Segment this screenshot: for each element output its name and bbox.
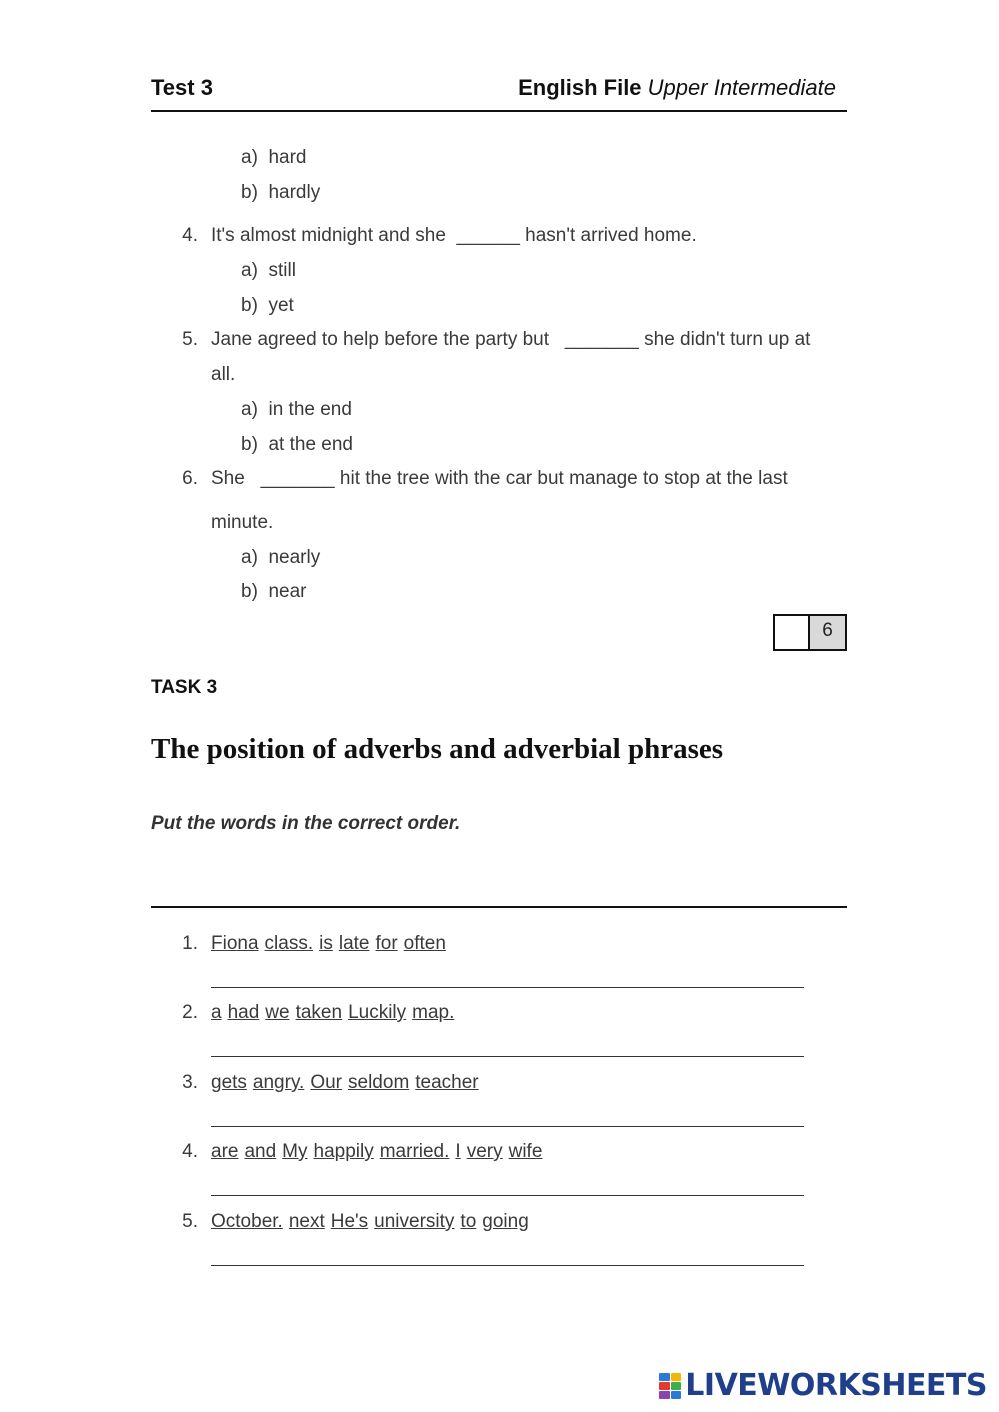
option-6b[interactable] xyxy=(241,581,307,603)
question-text: She xyxy=(211,468,245,489)
draggable-word[interactable]: teacher xyxy=(415,1072,479,1093)
question-number: 6. xyxy=(182,468,198,489)
question-number: 4. xyxy=(182,225,198,246)
draggable-word[interactable]: Our xyxy=(310,1072,343,1093)
draggable-word[interactable]: seldom xyxy=(348,1072,410,1093)
option-text: in the end xyxy=(268,399,352,420)
word-list-3 xyxy=(211,1072,485,1094)
draggable-word[interactable]: for xyxy=(375,933,398,954)
draggable-word[interactable]: Fiona xyxy=(211,933,259,954)
option-letter: b) xyxy=(241,182,258,203)
score-input[interactable] xyxy=(773,614,810,651)
answer-line-4[interactable] xyxy=(211,1195,804,1196)
question-6 xyxy=(211,468,788,490)
option-6a[interactable] xyxy=(241,547,320,569)
option-4b[interactable] xyxy=(241,295,294,317)
word-list-1 xyxy=(211,933,452,955)
option-letter: b) xyxy=(241,295,258,316)
score-box xyxy=(773,614,847,651)
question-text: Jane agreed to help before the party but xyxy=(211,329,550,350)
option-4a[interactable] xyxy=(241,260,296,282)
draggable-word[interactable]: He's xyxy=(330,1211,369,1232)
answer-blank[interactable]: _______ xyxy=(564,329,639,350)
draggable-word[interactable]: had xyxy=(227,1002,260,1023)
draggable-word[interactable]: and xyxy=(244,1141,277,1162)
item-number: 3. xyxy=(182,1072,198,1093)
task-label: TASK 3 xyxy=(151,677,218,698)
word-list-4 xyxy=(211,1141,548,1163)
answer-line-3[interactable] xyxy=(211,1126,804,1127)
option-letter: a) xyxy=(241,260,258,281)
question-text: hasn't arrived home. xyxy=(525,225,697,246)
draggable-word[interactable]: going xyxy=(482,1211,529,1232)
word-list-5 xyxy=(211,1211,535,1233)
score-total: 6 xyxy=(810,614,847,651)
draggable-word[interactable]: next xyxy=(288,1211,325,1232)
book-title xyxy=(518,75,836,101)
liveworksheets-wordmark: LIVEWORKSHEETS xyxy=(685,1368,987,1403)
option-text: near xyxy=(268,581,307,602)
answer-line-1[interactable] xyxy=(211,987,804,988)
test-number: Test 3 xyxy=(151,75,213,100)
answer-blank[interactable]: _______ xyxy=(260,468,335,489)
option-letter: a) xyxy=(241,147,258,168)
draggable-word[interactable]: My xyxy=(282,1141,308,1162)
option-5a[interactable] xyxy=(241,399,352,421)
option-text: nearly xyxy=(268,547,321,568)
option-5b[interactable] xyxy=(241,434,353,456)
draggable-word[interactable]: wife xyxy=(508,1141,543,1162)
option-3a[interactable] xyxy=(241,147,307,169)
draggable-word[interactable]: very xyxy=(466,1141,503,1162)
option-letter: a) xyxy=(241,547,258,568)
option-text: at the end xyxy=(268,434,353,455)
instruction: Put the words in the correct order. xyxy=(151,813,461,834)
header-rule xyxy=(151,110,847,112)
draggable-word[interactable]: is xyxy=(319,933,333,954)
question-5-continuation: all. xyxy=(211,364,236,385)
draggable-word[interactable]: map. xyxy=(412,1002,455,1023)
draggable-word[interactable]: Luckily xyxy=(348,1002,407,1023)
draggable-word[interactable]: happily xyxy=(313,1141,374,1162)
book-level: Upper Intermediate xyxy=(647,75,836,100)
answer-line-5[interactable] xyxy=(211,1265,804,1266)
section-title: The position of adverbs and adverbial phrases xyxy=(151,733,724,765)
answer-line-2[interactable] xyxy=(211,1056,804,1057)
question-4 xyxy=(211,225,697,247)
draggable-word[interactable]: university xyxy=(374,1211,455,1232)
draggable-word[interactable]: class. xyxy=(264,933,314,954)
question-text: she didn't turn up at xyxy=(644,329,811,350)
item-number: 2. xyxy=(182,1002,198,1023)
option-text: still xyxy=(268,260,296,281)
item-number: 5. xyxy=(182,1211,198,1232)
draggable-word[interactable]: a xyxy=(211,1002,222,1023)
draggable-word[interactable]: I xyxy=(455,1141,461,1162)
draggable-word[interactable]: taken xyxy=(295,1002,343,1023)
item-number: 4. xyxy=(182,1141,198,1162)
draggable-word[interactable]: late xyxy=(338,933,370,954)
draggable-word[interactable]: often xyxy=(403,933,446,954)
option-text: hardly xyxy=(268,182,321,203)
draggable-word[interactable]: we xyxy=(265,1002,290,1023)
liveworksheets-logo-icon xyxy=(659,1373,681,1399)
question-number: 5. xyxy=(182,329,198,350)
draggable-word[interactable]: to xyxy=(460,1211,477,1232)
draggable-word[interactable]: are xyxy=(211,1141,239,1162)
answer-blank[interactable]: ______ xyxy=(456,225,520,246)
option-text: hard xyxy=(268,147,307,168)
option-letter: b) xyxy=(241,434,258,455)
question-text: It's almost midnight and she xyxy=(211,225,446,246)
option-3b[interactable] xyxy=(241,182,320,204)
draggable-word[interactable]: married. xyxy=(379,1141,450,1162)
book-title-bold: English File xyxy=(518,75,642,100)
question-5 xyxy=(211,329,810,351)
draggable-word[interactable]: gets xyxy=(211,1072,247,1093)
question-6-continuation: minute. xyxy=(211,512,274,533)
item-number: 1. xyxy=(182,933,198,954)
question-text: hit the tree with the car but manage to stop at the last xyxy=(339,468,788,489)
liveworksheets-logo xyxy=(659,1368,987,1403)
option-letter: a) xyxy=(241,399,258,420)
option-letter: b) xyxy=(241,581,258,602)
word-list-2 xyxy=(211,1002,460,1024)
option-text: yet xyxy=(268,295,294,316)
draggable-word[interactable]: October. xyxy=(211,1211,283,1232)
draggable-word[interactable]: angry. xyxy=(252,1072,305,1093)
section-rule xyxy=(151,906,847,908)
